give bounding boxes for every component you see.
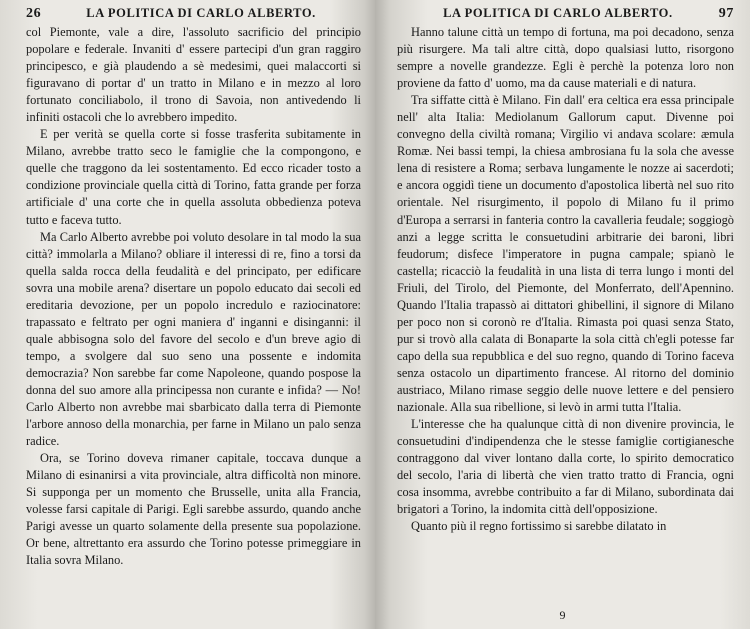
left-page-header [26, 6, 361, 22]
right-page-header [397, 6, 734, 22]
left-page-number: 26 [26, 6, 42, 21]
paragraph: L'interesse che ha qualunque città di non divenire provincia, le consuetudini d'indipendenza che le stesse famiglie cortigianesche contraggono dal viver lontano dalla corte, lo spirito democratico del secolo, l'aria di libertà che vien tratto tratto di Francia, ogni cosa insomma, avrebbe contribuito a far di Milano, subordinata dai brigatori a Torino, la indomita città dell'opposizione. [397, 417, 734, 517]
signature-mark: 9 [559, 608, 566, 622]
right-running-title: LA POLITICA DI CARLO ALBERTO. [443, 6, 673, 20]
left-page-text [26, 24, 361, 570]
paragraph: Ora, se Torino doveva rimaner capitale, toccava dunque a Milano di esinanirsi a vita provinciale, altra difficoltà non minore. Si supponga per un momento che Brusselle, unita alla Francia, volesse farsi capitale di Parigi. Egli sarebbe assurdo, quando anche Parigi avesse un quarto solamente della presente sua popolazione. Or bene, altrettanto era assurdo che Torino potesse primeggiare in Italia sovra Milano. [26, 451, 361, 568]
right-page-number: 97 [718, 6, 734, 21]
left-running-title: LA POLITICA DI CARLO ALBERTO. [86, 6, 316, 20]
paragraph: col Piemonte, vale a dire, l'assoluto sacrificio del principio popolare e federale. Invaniti d' essere partecipi d'un gran raggiro principesco, e già plaudendo a sè medesimi, quei malaccorti si figuravano di portar d' un tratto in Milano e in mezzo al loro fortunato conciliabolo, il trono di Savoia, non antivedendo li infiniti ostacoli che lo avrebbero impedito. [26, 25, 361, 125]
right-page [375, 0, 750, 629]
paragraph: Ma Carlo Alberto avrebbe poi voluto desolare in tal modo la sua città? immolarla a Milano? obliare il interessi di re, fino a torsi da quella salda rocca della feudalità e del principato, per edificare sovra una mobile arena? disertare un popolo educato dai secoli ed ereditaria devozione, per un popolo incredulo e raziocinatore: trapassato e feltrato per ogni maniera d' inganni e disinganni: il quale abbisogna solo del favore del secolo e d'un breve agio di tempo, a svolgere dal suo seno una possente e indomita democrazia? Non sarebbe far come Napoleone, quando pospose la donna del suo amore alla principessa non curante e infida? — No! Carlo Alberto non avrebbe mai sbarbicato dalla terra di Piemonte l'arbore annoso della monarchia, per farne in Milano un palo senza radice. [26, 229, 361, 449]
right-page-text [397, 24, 734, 535]
paragraph: Quanto più il regno fortissimo si sarebbe dilatato in [411, 519, 667, 534]
paragraph: Tra siffatte città è Milano. Fin dall' era celtica era essa principale nell' alta Italia: Mediolanum Gallorum caput. Divenne poi convegno della civiltà romana; Virgilio vi andava scolare: æmula Romæ. Nei bassi tempi, la chiesa ambrosiana fu la sola che avesse lena di resistere a Roma; serbava lungamente le nozze ai sacerdoti; e ancora oggidì tiene un documento d'apostolica libertà nel suo rito orientale. Nel risurgimento, il popolo di Milano fu il primo d'Europa a serrarsi in fanteria contro la cavalleria feudale; soggiogò anzi a legge scritta le consuetudini arbitrarie dei baroni, libri feudorum; disfece l'imperatore in pugna campale; spianò le castella; ricacciò la feudalità in una lista di terra lungo i monti del Friuli, del Tirolo, del Piemonte, del Monferrato, dell'Apennino. Quando l'Italia trapassò ai dittatori ghibellini, il signore di Milano per poco non si coronò re d'Italia. Rimasta poi quasi senza Stato, pur si trovò alla calata di Bonaparte la sola città ch'egli potesse far capo della sua repubblica e del suo regno, quando di Torino faceva senza ostacolo un dipartimento francese. Al ritorno del dominio austriaco, Milano rimase seggio delle nuove lettere e del pensiero nazionale. Alla sua ribellione, si levò in armi tutta l'Italia. [397, 93, 734, 415]
paragraph: Hanno talune città un tempo di fortuna, ma poi decadono, senza più risurgere. Ma tali altre città, dopo qualsiasi lutto, risorgono sempre a novelle grandezze. Egli è perchè la potenza loro non proviene da fatto d' uomo, ma da cause materiali e di natura. [397, 25, 734, 91]
paragraph: E per verità se quella corte si fosse trasferita subitamente in Milano, avrebbe tratto seco le famiglie che la compongono, e quelle che traggono da lei sostentamento. Ed ecco ricader tosto a condizione provinciale quella città di Torino, fatta grande per forza artificiale d' una corte che in quella assoluta obbedienza poteva tutto e faceva tutto. [26, 127, 361, 227]
